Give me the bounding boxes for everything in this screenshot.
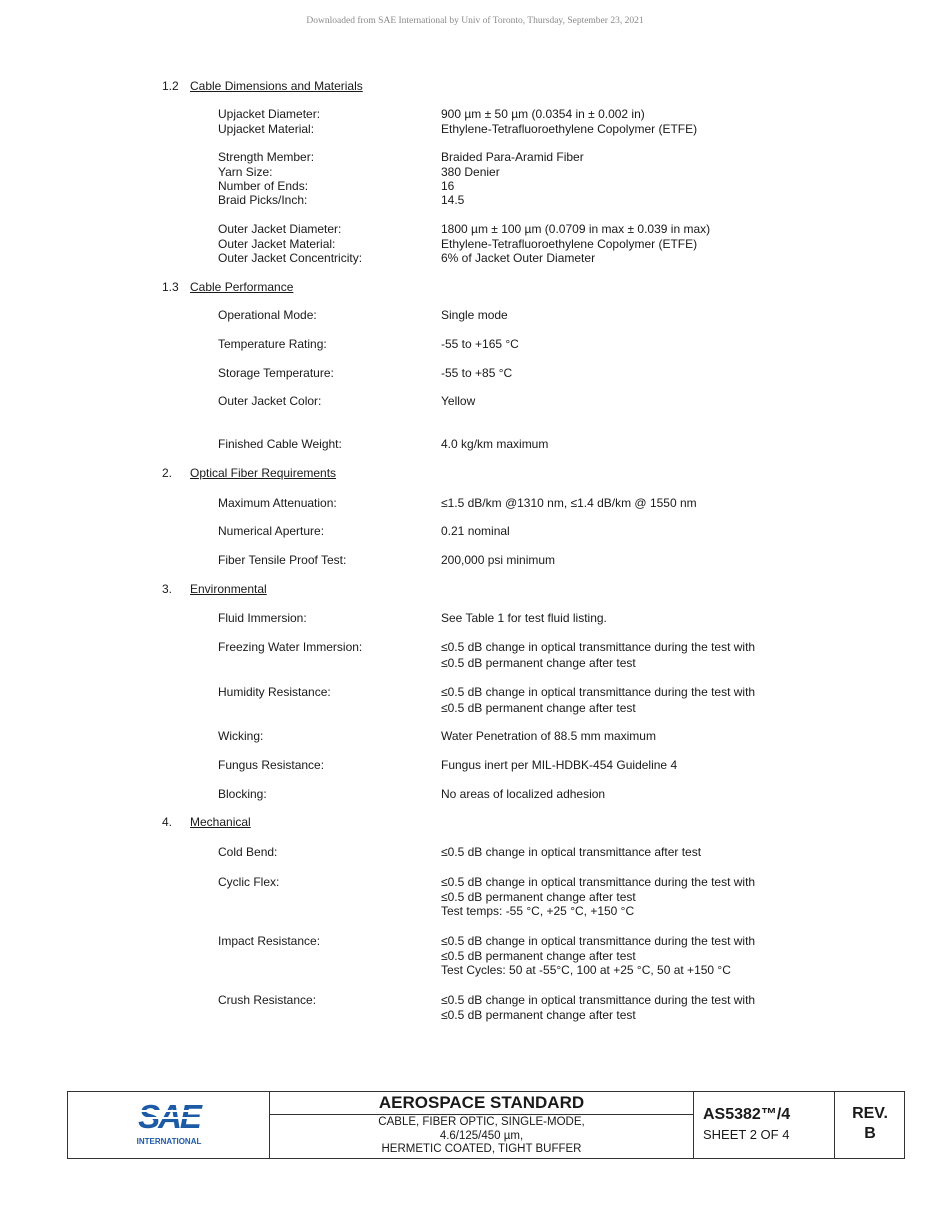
section-number: 1.3: [162, 280, 179, 294]
row-value: 6% of Jacket Outer Diameter: [441, 251, 596, 265]
row-value: ≤0.5 dB change in optical transmittance during the test with: [441, 934, 756, 948]
logo-subtitle: INTERNATIONAL: [136, 1137, 202, 1146]
row-label: Storage Temperature:: [218, 366, 334, 380]
row-label: Outer Jacket Diameter:: [218, 222, 342, 236]
row-value-continued: ≤0.5 dB permanent change after test: [441, 949, 636, 963]
row-value: Yellow: [441, 394, 476, 408]
row-value: -55 to +85 °C: [441, 366, 513, 380]
row-value: 0.21 nominal: [441, 524, 510, 538]
row-value: 4.0 kg/km maximum: [441, 437, 549, 451]
revision-block: [835, 1104, 905, 1144]
row-label: Outer Jacket Concentricity:: [218, 251, 363, 265]
description-line: 4.6/125/450 µm,: [439, 1129, 524, 1142]
row-value: No areas of localized adhesion: [441, 787, 606, 801]
row-label: Fluid Immersion:: [218, 611, 307, 625]
row-value: Braided Para-Aramid Fiber: [441, 150, 584, 164]
document-number-cell: [694, 1092, 835, 1158]
revision-cell: [835, 1092, 905, 1158]
row-value: ≤1.5 dB/km @1310 nm, ≤1.4 dB/km @ 1550 nm: [441, 496, 697, 510]
row-value: -55 to +165 °C: [441, 337, 519, 351]
row-label: Braid Picks/Inch:: [218, 193, 308, 207]
standard-description: [270, 1115, 693, 1157]
row-value: See Table 1 for test fluid listing.: [441, 611, 607, 625]
row-label: Numerical Aperture:: [218, 524, 325, 538]
section-number: 3.: [162, 582, 173, 596]
section-number: 2.: [162, 466, 173, 480]
description-line: CABLE, FIBER OPTIC, SINGLE-MODE,: [378, 1116, 585, 1128]
row-value: 14.5: [441, 193, 465, 207]
description-line: HERMETIC COATED, TIGHT BUFFER: [381, 1143, 582, 1155]
row-value-continued: ≤0.5 dB permanent change after test: [441, 1008, 636, 1022]
row-value: 380 Denier: [441, 164, 500, 179]
document-number: AS5382™/4: [703, 1106, 791, 1123]
section-title: Environmental: [190, 582, 267, 596]
row-value: ≤0.5 dB change in optical transmittance after test: [441, 845, 702, 859]
logo-wordmark: SAE: [138, 1098, 200, 1135]
row-label: Maximum Attenuation:: [218, 496, 337, 510]
row-value: Fungus inert per MIL-HDBK-454 Guideline 4: [441, 758, 678, 772]
row-label: Impact Resistance:: [218, 934, 321, 948]
row-value-continued: Test Cycles: 50 at -55°C, 100 at +25 °C, 50 at +150 °C: [441, 963, 731, 977]
row-value: ≤0.5 dB change in optical transmittance during the test with: [441, 685, 756, 699]
row-value: 900 µm ± 50 µm (0.0354 in ± 0.002 in): [441, 107, 645, 121]
row-label: Yarn Size:: [218, 164, 273, 179]
row-label: Humidity Resistance:: [218, 685, 331, 699]
row-label: Temperature Rating:: [218, 337, 327, 351]
row-value: 1800 µm ± 100 µm (0.0709 in max ± 0.039 in max): [441, 222, 711, 236]
row-value: Water Penetration of 88.5 mm maximum: [441, 729, 656, 743]
row-value: ≤0.5 dB change in optical transmittance during the test with: [441, 640, 756, 654]
standard-heading: AEROSPACE STANDARD: [270, 1092, 693, 1115]
row-value: ≤0.5 dB change in optical transmittance during the test with: [441, 875, 756, 889]
revision-label: REV.: [852, 1105, 888, 1122]
row-value-continued: ≤0.5 dB permanent change after test: [441, 701, 636, 715]
section-number: 4.: [162, 815, 173, 829]
download-watermark: Downloaded from SAE International by Univ of Toronto, Thursday, September 23, 2021: [306, 16, 644, 26]
logo-cell: [68, 1092, 270, 1158]
row-label: Number of Ends:: [218, 179, 309, 193]
row-label: Finished Cable Weight:: [218, 437, 342, 451]
row-value-continued: ≤0.5 dB permanent change after test: [441, 656, 636, 670]
row-value: Single mode: [441, 308, 508, 322]
row-label: Strength Member:: [218, 150, 315, 164]
section-number: 1.2: [162, 79, 179, 93]
sheet-number: SHEET 2 OF 4: [703, 1127, 790, 1142]
row-label: Crush Resistance:: [218, 993, 317, 1007]
section-title: Cable Performance: [190, 280, 294, 294]
row-value: ≤0.5 dB change in optical transmittance during the test with: [441, 993, 756, 1007]
row-label: Blocking:: [218, 787, 267, 801]
row-value: Ethylene-Tetrafluoroethylene Copolymer (ETFE): [441, 236, 698, 251]
row-label: Operational Mode:: [218, 308, 317, 322]
row-label: Fungus Resistance:: [218, 758, 325, 772]
row-label: Outer Jacket Color:: [218, 394, 322, 408]
row-value: 16: [441, 179, 455, 193]
section-title: Mechanical: [190, 815, 251, 829]
row-label: Cold Bend:: [218, 845, 278, 859]
revision-value: B: [864, 1125, 876, 1142]
row-value-continued: Test temps: -55 °C, +25 °C, +150 °C: [441, 904, 635, 918]
row-label: Wicking:: [218, 729, 264, 743]
row-label: Cyclic Flex:: [218, 875, 280, 889]
row-label: Upjacket Material:: [218, 121, 315, 136]
row-label: Freezing Water Immersion:: [218, 640, 363, 654]
title-block: [67, 1091, 905, 1159]
row-label: Outer Jacket Material:: [218, 236, 336, 251]
section-title: Optical Fiber Requirements: [190, 466, 337, 480]
row-value: 200,000 psi minimum: [441, 553, 556, 567]
standard-title-cell: [270, 1092, 694, 1158]
row-label: Upjacket Diameter:: [218, 107, 321, 121]
row-value-continued: ≤0.5 dB permanent change after test: [441, 890, 636, 904]
row-label: Fiber Tensile Proof Test:: [218, 553, 347, 567]
row-value: Ethylene-Tetrafluoroethylene Copolymer (ETFE): [441, 121, 698, 136]
section-title: Cable Dimensions and Materials: [190, 79, 363, 93]
sae-international-logo: [68, 1092, 270, 1158]
